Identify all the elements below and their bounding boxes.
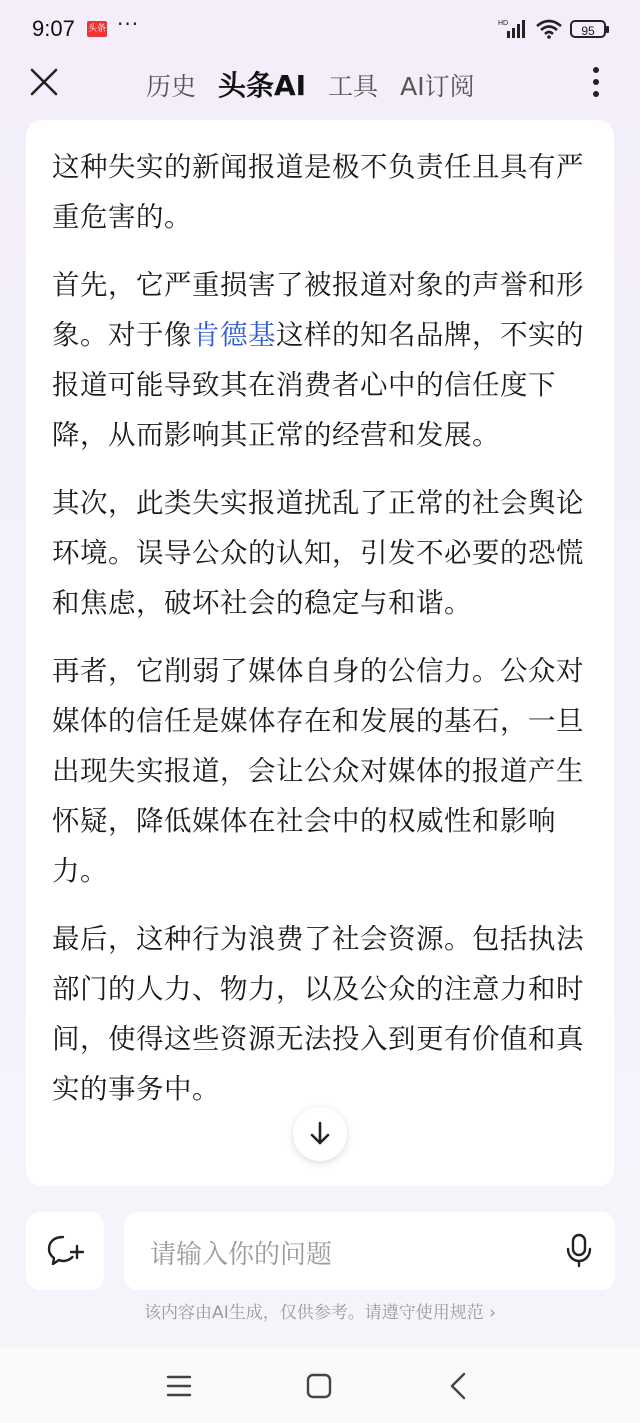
answer-content xyxy=(26,120,614,1114)
battery-icon: 95 xyxy=(570,20,606,38)
new-chat-button[interactable] xyxy=(26,1212,104,1290)
status-icons xyxy=(498,18,606,40)
arrow-down-icon xyxy=(308,1121,332,1147)
status-time: 9:07 xyxy=(32,16,75,41)
tab-bar xyxy=(146,64,497,104)
tab-tools[interactable]: 工具 xyxy=(328,72,379,101)
new-chat-icon xyxy=(46,1234,84,1268)
scroll-to-bottom-button[interactable] xyxy=(293,1107,347,1161)
microphone-icon[interactable] xyxy=(565,1232,593,1268)
answer-paragraph: 其次，此类失实报道扰乱了正常的社会舆论环境。误导公众的认知，引发不必要的恐慌和焦虑，破坏社会的稳定与和谐。 xyxy=(52,487,584,619)
signal-icon xyxy=(498,18,528,40)
tab-toutiao-ai[interactable]: 头条AI xyxy=(218,69,307,102)
top-nav xyxy=(0,56,640,108)
ai-disclaimer[interactable]: 该内容由AI生成，仅供参考。请遵守使用规范 › xyxy=(144,1303,496,1323)
answer-card xyxy=(26,120,614,1186)
answer-paragraph: 这种失实的新闻报道是极不负责任且具有严重危害的。 xyxy=(52,151,584,233)
more-notifications-icon: ··· xyxy=(117,12,140,36)
more-vertical-icon[interactable] xyxy=(584,64,608,100)
status-bar xyxy=(0,0,640,60)
menu-icon[interactable] xyxy=(163,1370,195,1402)
close-icon[interactable] xyxy=(28,66,60,98)
system-nav-bar xyxy=(0,1348,640,1423)
tab-ai-subscription[interactable]: AI订阅 xyxy=(400,72,475,101)
home-icon[interactable] xyxy=(303,1370,335,1402)
back-icon[interactable] xyxy=(443,1370,475,1402)
answer-paragraph: 再者，它削弱了媒体自身的公信力。公众对媒体的信任是媒体存在和发展的基石，一旦出现失实报道，会让公众对媒体的报道产生怀疑，降低媒体在社会中的权威性和影响力。 xyxy=(52,655,584,887)
network-label: HD xyxy=(498,20,509,27)
answer-paragraph: 最后，这种行为浪费了社会资源。包括执法部门的人力、物力，以及公众的注意力和时间，使得这些资源无法投入到更有价值和真实的事务中。 xyxy=(52,923,584,1105)
answer-paragraph xyxy=(52,260,588,460)
input-placeholder: 请输入你的问题 xyxy=(150,1240,333,1270)
app-notification-badge: 头条 xyxy=(87,21,107,37)
wifi-icon xyxy=(536,19,562,39)
kfc-link[interactable]: 肯德基 xyxy=(192,319,276,351)
paragraph-text: 首先，它严重损害了被报道对象的声誉和形象。对于像 xyxy=(52,269,584,351)
paragraph-text: 这样的知名品牌，不实的报道可能导致其在消费者心中的信任度下降，从而影响其正常的经营和发展。 xyxy=(52,319,584,451)
tab-history[interactable]: 历史 xyxy=(146,72,197,101)
question-input[interactable] xyxy=(124,1212,615,1290)
